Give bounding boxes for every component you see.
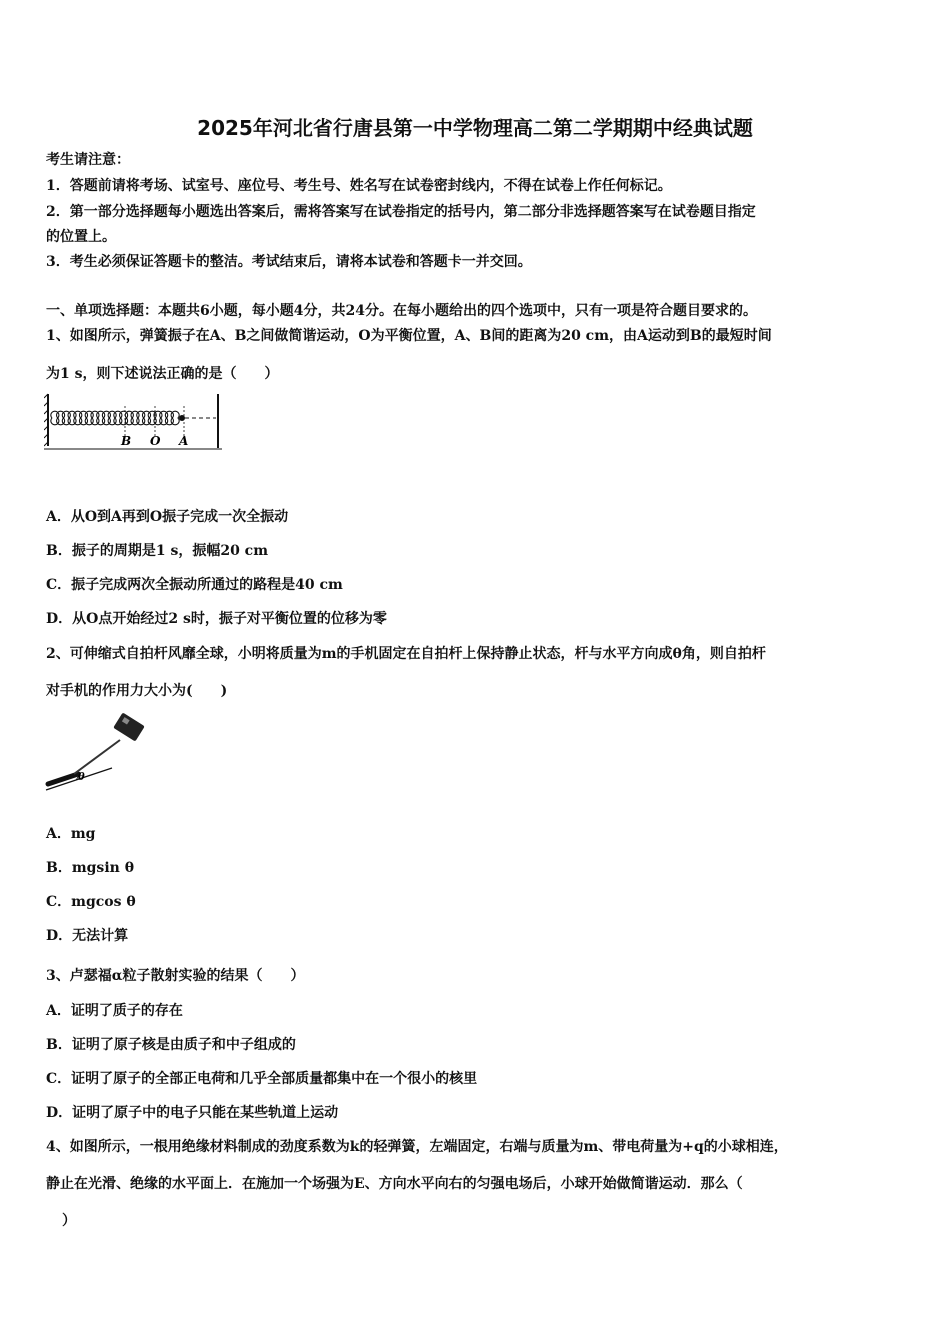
q2-option-c: C．mgcos θ	[46, 894, 136, 910]
phone	[113, 712, 145, 741]
q4-stem-line2: 静止在光滑、绝缘的水平面上．在施加一个场强为E、方向水平向右的匀强电场后，小球开始做简谐运动．那么（	[46, 1176, 743, 1192]
q1-option-c: C．振子完成两次全振动所通过的路程是40 cm	[46, 577, 343, 593]
q2-stem-line2: 对手机的作用力大小为( )	[46, 683, 228, 699]
q3-stem: 3、卢瑟福α粒子散射实验的结果（ ）	[46, 968, 305, 984]
q4-stem-line1: 4、如图所示，一根用绝缘材料制成的劲度系数为k的轻弹簧，左端固定，右端与质量为m、带电荷量为+q的小球相连，	[46, 1139, 788, 1155]
q1-option-d: D．从O点开始经过2 s时，振子对平衡位置的位移为零	[46, 611, 387, 627]
q2-stem-line1: 2、可伸缩式自拍杆风靡全球，小明将质量为m的手机固定在自拍杆上保持静止状态，杆与水平方向成θ角，则自拍杆	[46, 646, 766, 662]
q2-option-d: D．无法计算	[46, 928, 129, 944]
exam-title: 2025年河北省行唐县第一中学物理高二第二学期期中经典试题	[197, 116, 753, 140]
q1-spring-oscillator-figure	[44, 392, 224, 452]
fixed-wall	[44, 394, 48, 446]
theta-label: θ	[78, 772, 85, 783]
q3-option-d: D．证明了原子中的电子只能在某些轨道上运动	[46, 1105, 339, 1121]
stick-handle	[48, 774, 78, 784]
q1-option-a: A．从O到A再到O振子完成一次全振动	[46, 509, 289, 525]
notice-item: 1．答题前请将考场、试室号、座位号、考生号、姓名写在试卷密封线内，不得在试卷上作任何标记。	[46, 178, 672, 194]
q1-stem-line1: 1、如图所示，弹簧振子在A、B之间做简谐运动，O为平衡位置，A、B间的距离为20 cm，由A运动到B的最短时间	[46, 328, 772, 344]
q1-option-b: B．振子的周期是1 s，振幅20 cm	[46, 543, 269, 559]
q1-stem-line2: 为1 s，则下述说法正确的是（ ）	[46, 366, 279, 382]
spring-coil	[51, 411, 179, 425]
stick-rod	[74, 740, 120, 774]
label-o: O	[150, 434, 161, 448]
notice-item: 2．第一部分选择题每小题选出答案后，需将答案写在试卷指定的括号内，第二部分非选择题答案写在试卷题目指定	[46, 204, 756, 220]
q4-stem-line3: ）	[62, 1213, 76, 1229]
q3-option-b: B．证明了原子核是由质子和中子组成的	[46, 1037, 296, 1053]
notice-item: 的位置上。	[46, 229, 116, 245]
q2-selfie-stick-figure	[44, 712, 154, 794]
q2-option-a: A．mg	[46, 826, 96, 842]
section-heading: 一、单项选择题：本题共6小题，每小题4分，共24分。在每小题给出的四个选项中，只有一项是符合题目要求的。	[46, 303, 757, 319]
q2-option-b: B．mgsin θ	[46, 860, 135, 876]
notice-item: 3．考生必须保证答题卡的整洁。考试结束后，请将本试卷和答题卡一并交回。	[46, 254, 532, 270]
q3-option-a: A．证明了质子的存在	[46, 1003, 183, 1019]
q3-option-c: C．证明了原子的全部正电荷和几乎全部质量都集中在一个很小的核里	[46, 1071, 478, 1087]
label-b: B	[121, 434, 132, 448]
label-a: A	[179, 434, 189, 448]
notice-heading: 考生请注意：	[46, 152, 130, 168]
